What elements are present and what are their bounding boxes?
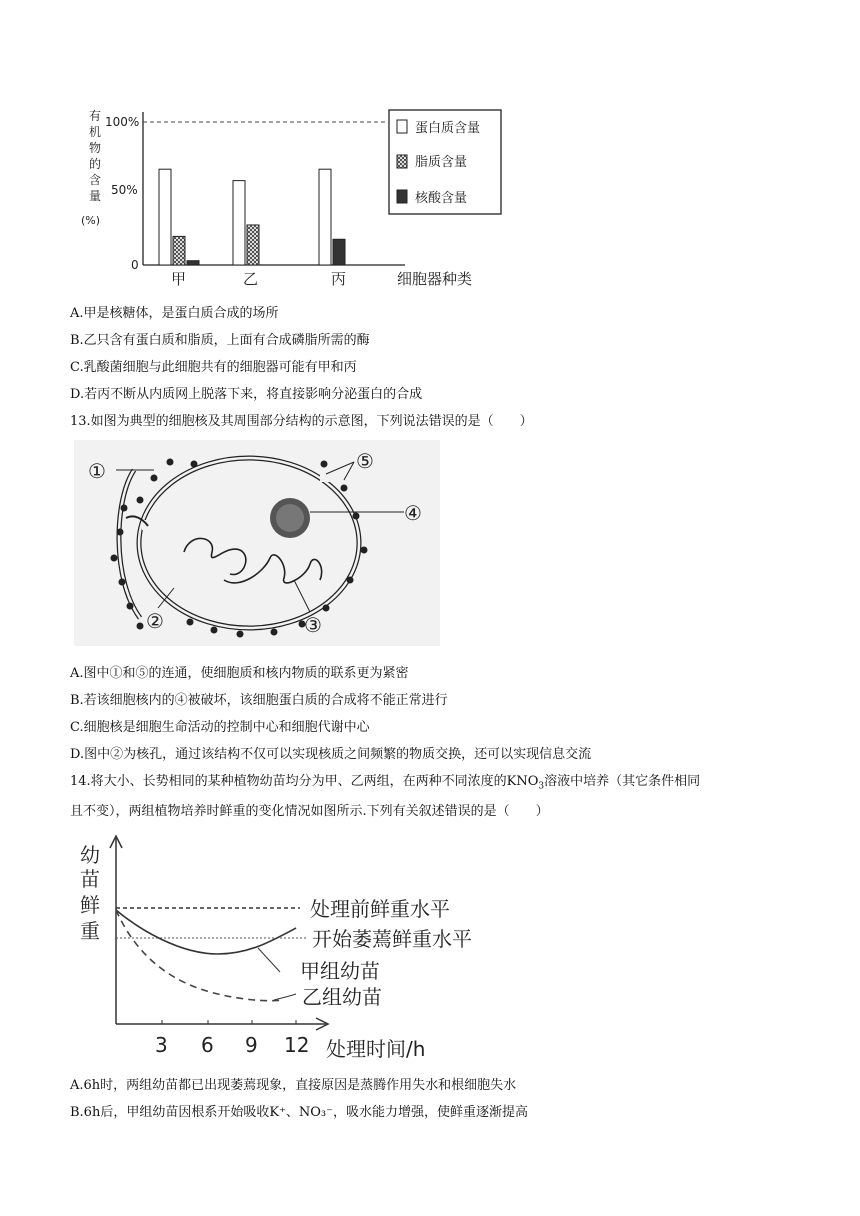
legend-swatch-nucleic xyxy=(397,190,407,203)
q12-option-a: A.甲是核糖体，是蛋白质合成的场所 xyxy=(70,306,279,321)
category-jia: 甲 xyxy=(171,270,187,288)
y-axis-unit: (%) xyxy=(81,214,101,227)
graph-x-label: 处理时间/h xyxy=(326,1037,426,1060)
organelle-bar-chart xyxy=(75,98,515,298)
x-tick-3: 3 xyxy=(155,1033,168,1057)
y-label-char: 量 xyxy=(89,189,102,203)
category-yi: 乙 xyxy=(243,270,259,288)
label-2: ② xyxy=(146,609,164,633)
graph-y-char: 鲜 xyxy=(80,893,100,917)
legend-swatch-protein xyxy=(397,120,407,133)
label-wilting-start: 开始萎蔫鲜重水平 xyxy=(312,927,472,951)
label-3: ③ xyxy=(304,613,322,637)
graph-y-char: 幼 xyxy=(80,843,100,867)
legend-protein: 蛋白质含量 xyxy=(415,121,481,136)
label-5: ⑤ xyxy=(356,449,374,473)
q14-stem-text: 14.将大小、长势相同的某种植物幼苗均分为甲、乙两组，在两种不同浓度的KNO xyxy=(70,774,539,789)
x-tick-6: 6 xyxy=(201,1033,214,1057)
tick-100: 100% xyxy=(105,115,140,129)
category-bing: 丙 xyxy=(331,270,347,288)
label-group-yi: 乙组幼苗 xyxy=(302,985,382,1009)
bar-lipid xyxy=(247,225,259,265)
y-label-char: 机 xyxy=(89,125,102,139)
q14-option-b: B.6h后，甲组幼苗因根系开始吸收K⁺、NO₃⁻，吸水能力增强，使鲜重逐渐提高 xyxy=(70,1105,529,1120)
q12-option-b: B.乙只含有蛋白质和脂质，上面有合成磷脂所需的酶 xyxy=(70,333,370,348)
q13-option-a: A.图中①和⑤的连通，使细胞质和核内物质的联系更为紧密 xyxy=(70,666,409,681)
bar-lipid xyxy=(173,236,185,265)
bar-protein xyxy=(319,169,331,265)
graph-y-char: 苗 xyxy=(80,867,100,891)
q13-option-b: B.若该细胞核内的④被破坏，该细胞蛋白质的合成将不能正常进行 xyxy=(70,693,448,708)
bar-protein xyxy=(159,169,171,265)
q13-option-c: C.细胞核是细胞生命活动的控制中心和细胞代谢中心 xyxy=(70,720,370,735)
q14-stem-subscript: 3 xyxy=(538,781,545,792)
x-axis-label: 细胞器种类 xyxy=(397,270,473,288)
bar-protein xyxy=(233,181,245,265)
label-1: ① xyxy=(88,459,106,483)
y-label-char: 的 xyxy=(89,157,102,171)
curve-jia xyxy=(116,910,296,954)
legend-swatch-lipid xyxy=(397,155,407,168)
label-4: ④ xyxy=(404,501,422,525)
q14-stem-tail: 溶液中培养（其它条件相同 xyxy=(544,774,701,789)
tick-50: 50% xyxy=(111,183,138,197)
q14-stem-line2: 且不变），两组植物培养时鲜重的变化情况如图所示.下列有关叙述错误的是（ ） xyxy=(70,804,549,819)
bar-nucleic xyxy=(187,261,199,265)
y-axis-label xyxy=(81,109,101,227)
y-label-char: 有 xyxy=(89,109,102,123)
y-label-char: 含 xyxy=(89,173,102,187)
q13-stem: 13.如图为典型的细胞核及其周围部分结构的示意图，下列说法错误的是（ ） xyxy=(70,414,533,429)
nucleus-diagram xyxy=(74,440,440,646)
x-tick-12: 12 xyxy=(284,1033,310,1057)
legend-lipid: 脂质含量 xyxy=(415,155,468,170)
x-tick-9: 9 xyxy=(245,1033,258,1057)
y-label-char: 物 xyxy=(89,141,102,155)
curve-yi xyxy=(116,910,284,1001)
legend xyxy=(389,110,501,214)
graph-y-char: 重 xyxy=(80,919,100,943)
q12-option-d: D.若丙不断从内质网上脱落下来，将直接影响分泌蛋白的合成 xyxy=(70,387,423,402)
q14-option-a: A.6h时，两组幼苗都已出现萎蔫现象，直接原因是蒸腾作用失水和根细胞失水 xyxy=(70,1078,517,1093)
graph-y-label xyxy=(80,843,100,943)
q14-stem-line1 xyxy=(70,770,700,792)
label-group-jia: 甲组幼苗 xyxy=(300,959,380,983)
label-before-treatment: 处理前鲜重水平 xyxy=(310,897,450,921)
tick-0: 0 xyxy=(131,258,139,272)
bar-nucleic xyxy=(333,239,345,265)
q12-option-c: C.乳酸菌细胞与此细胞共有的细胞器可能有甲和丙 xyxy=(70,360,357,375)
legend-nucleic: 核酸含量 xyxy=(415,191,468,206)
fresh-weight-graph xyxy=(70,830,490,1060)
q13-option-d: D.图中②为核孔，通过该结构不仅可以实现核质之间频繁的物质交换，还可以实现信息交流 xyxy=(70,747,592,762)
